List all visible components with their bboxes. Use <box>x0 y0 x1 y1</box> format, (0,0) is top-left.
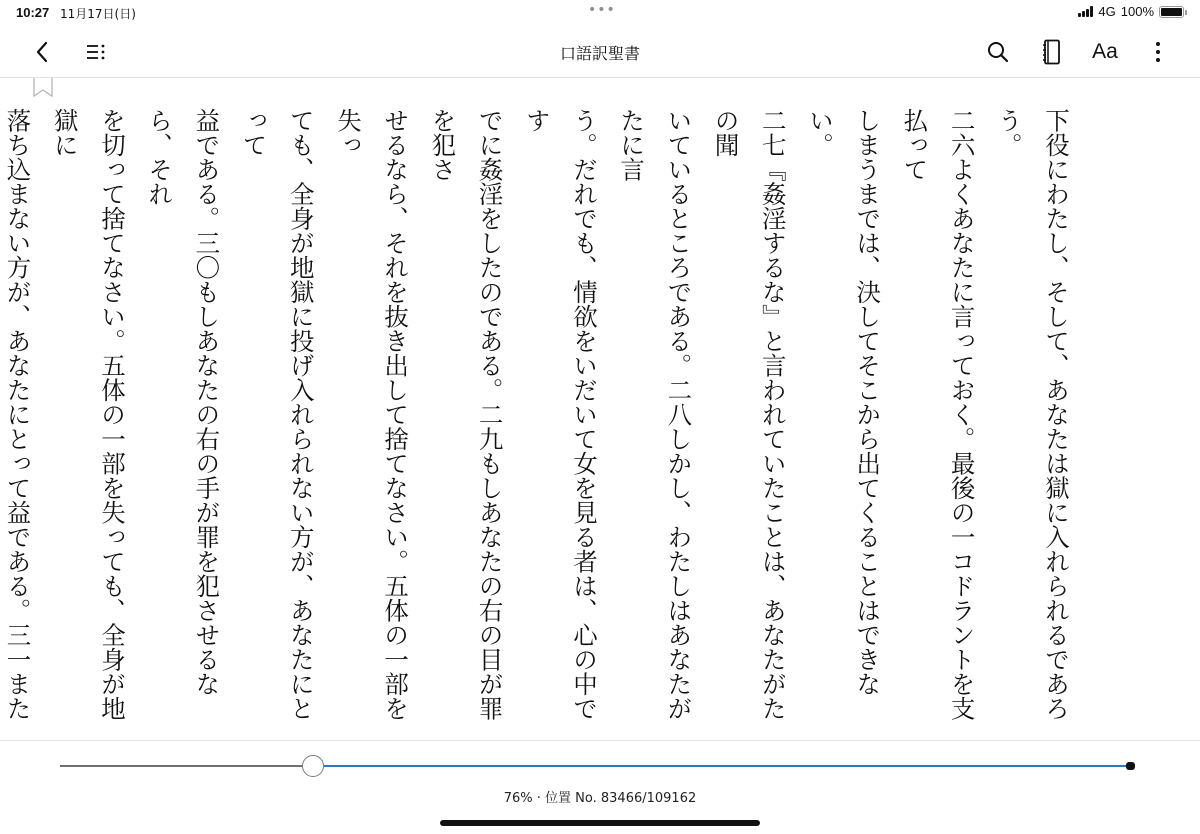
footer-divider <box>0 740 1200 741</box>
vertical-text-body <box>0 108 1080 736</box>
status-bar <box>0 0 1200 26</box>
status-indicators <box>1078 4 1184 19</box>
notebook-button[interactable] <box>1034 34 1070 70</box>
status-date: 11月17日(日) <box>60 7 136 21</box>
text-line: ても、全身が地獄に投げ入れられない方が、あなたにとって <box>239 108 316 721</box>
text-line: いているところである。二八しかし、わたしはあなたがたに言 <box>617 108 694 721</box>
reader-toolbar <box>0 26 1200 78</box>
text-line: 下役にわたし、そして、あなたは獄に入れられるであろう。 <box>994 108 1071 721</box>
text-line: 益である。三〇もしあなたの右の手が罪を犯させるなら、それ <box>145 108 222 696</box>
slider-thumb[interactable] <box>302 755 324 777</box>
location-slider[interactable] <box>60 750 1140 782</box>
notebook-icon <box>1042 39 1062 65</box>
battery-icon <box>1159 6 1184 18</box>
bookmark-icon[interactable] <box>32 78 54 98</box>
text-line: せるなら、それを抜き出して捨てなさい。五体の一部を失っ <box>333 108 411 721</box>
text-line: 二六よくあなたに言っておく。最後の一コドラントを支払って <box>900 108 977 721</box>
search-icon <box>987 41 1009 63</box>
text-line: 二七『姦淫するな』と言われていたことは、あなたがたの聞 <box>711 108 788 721</box>
cellular-signal-icon <box>1078 6 1093 17</box>
book-title: 口語訳聖書 <box>559 44 640 63</box>
status-time: 10:27 <box>16 5 50 20</box>
search-button[interactable] <box>980 34 1016 70</box>
reading-page[interactable] <box>3 108 1080 736</box>
network-label: 4G <box>1098 4 1116 19</box>
text-line: 落ち込まない方が、あなたにとって益である。三一また <box>3 108 33 721</box>
home-indicator[interactable] <box>440 820 760 826</box>
multitasking-dots[interactable]: ••• <box>588 2 616 18</box>
battery-percent: 100% <box>1120 4 1154 19</box>
slider-track-read <box>60 765 302 767</box>
more-vertical-icon <box>1155 41 1161 63</box>
text-line: を切って捨てなさい。五体の一部を失っても、全身が地獄に <box>50 108 127 721</box>
text-line: でに姦淫をしたのである。二九もしあなたの右の目が罪を犯さ <box>428 108 505 721</box>
font-settings-button[interactable]: Aa <box>1092 40 1118 63</box>
more-button[interactable] <box>1140 34 1176 70</box>
slider-track-unread <box>324 765 1130 767</box>
slider-end-marker <box>1126 762 1135 770</box>
text-line: う。だれでも、情欲をいだいて女を見る者は、心の中です <box>522 108 599 721</box>
text-line: しまうまでは、決してそこから出てくることはできない。 <box>805 108 883 696</box>
location-indicator: 76% · 位置 No. 83466/109162 <box>503 791 697 806</box>
